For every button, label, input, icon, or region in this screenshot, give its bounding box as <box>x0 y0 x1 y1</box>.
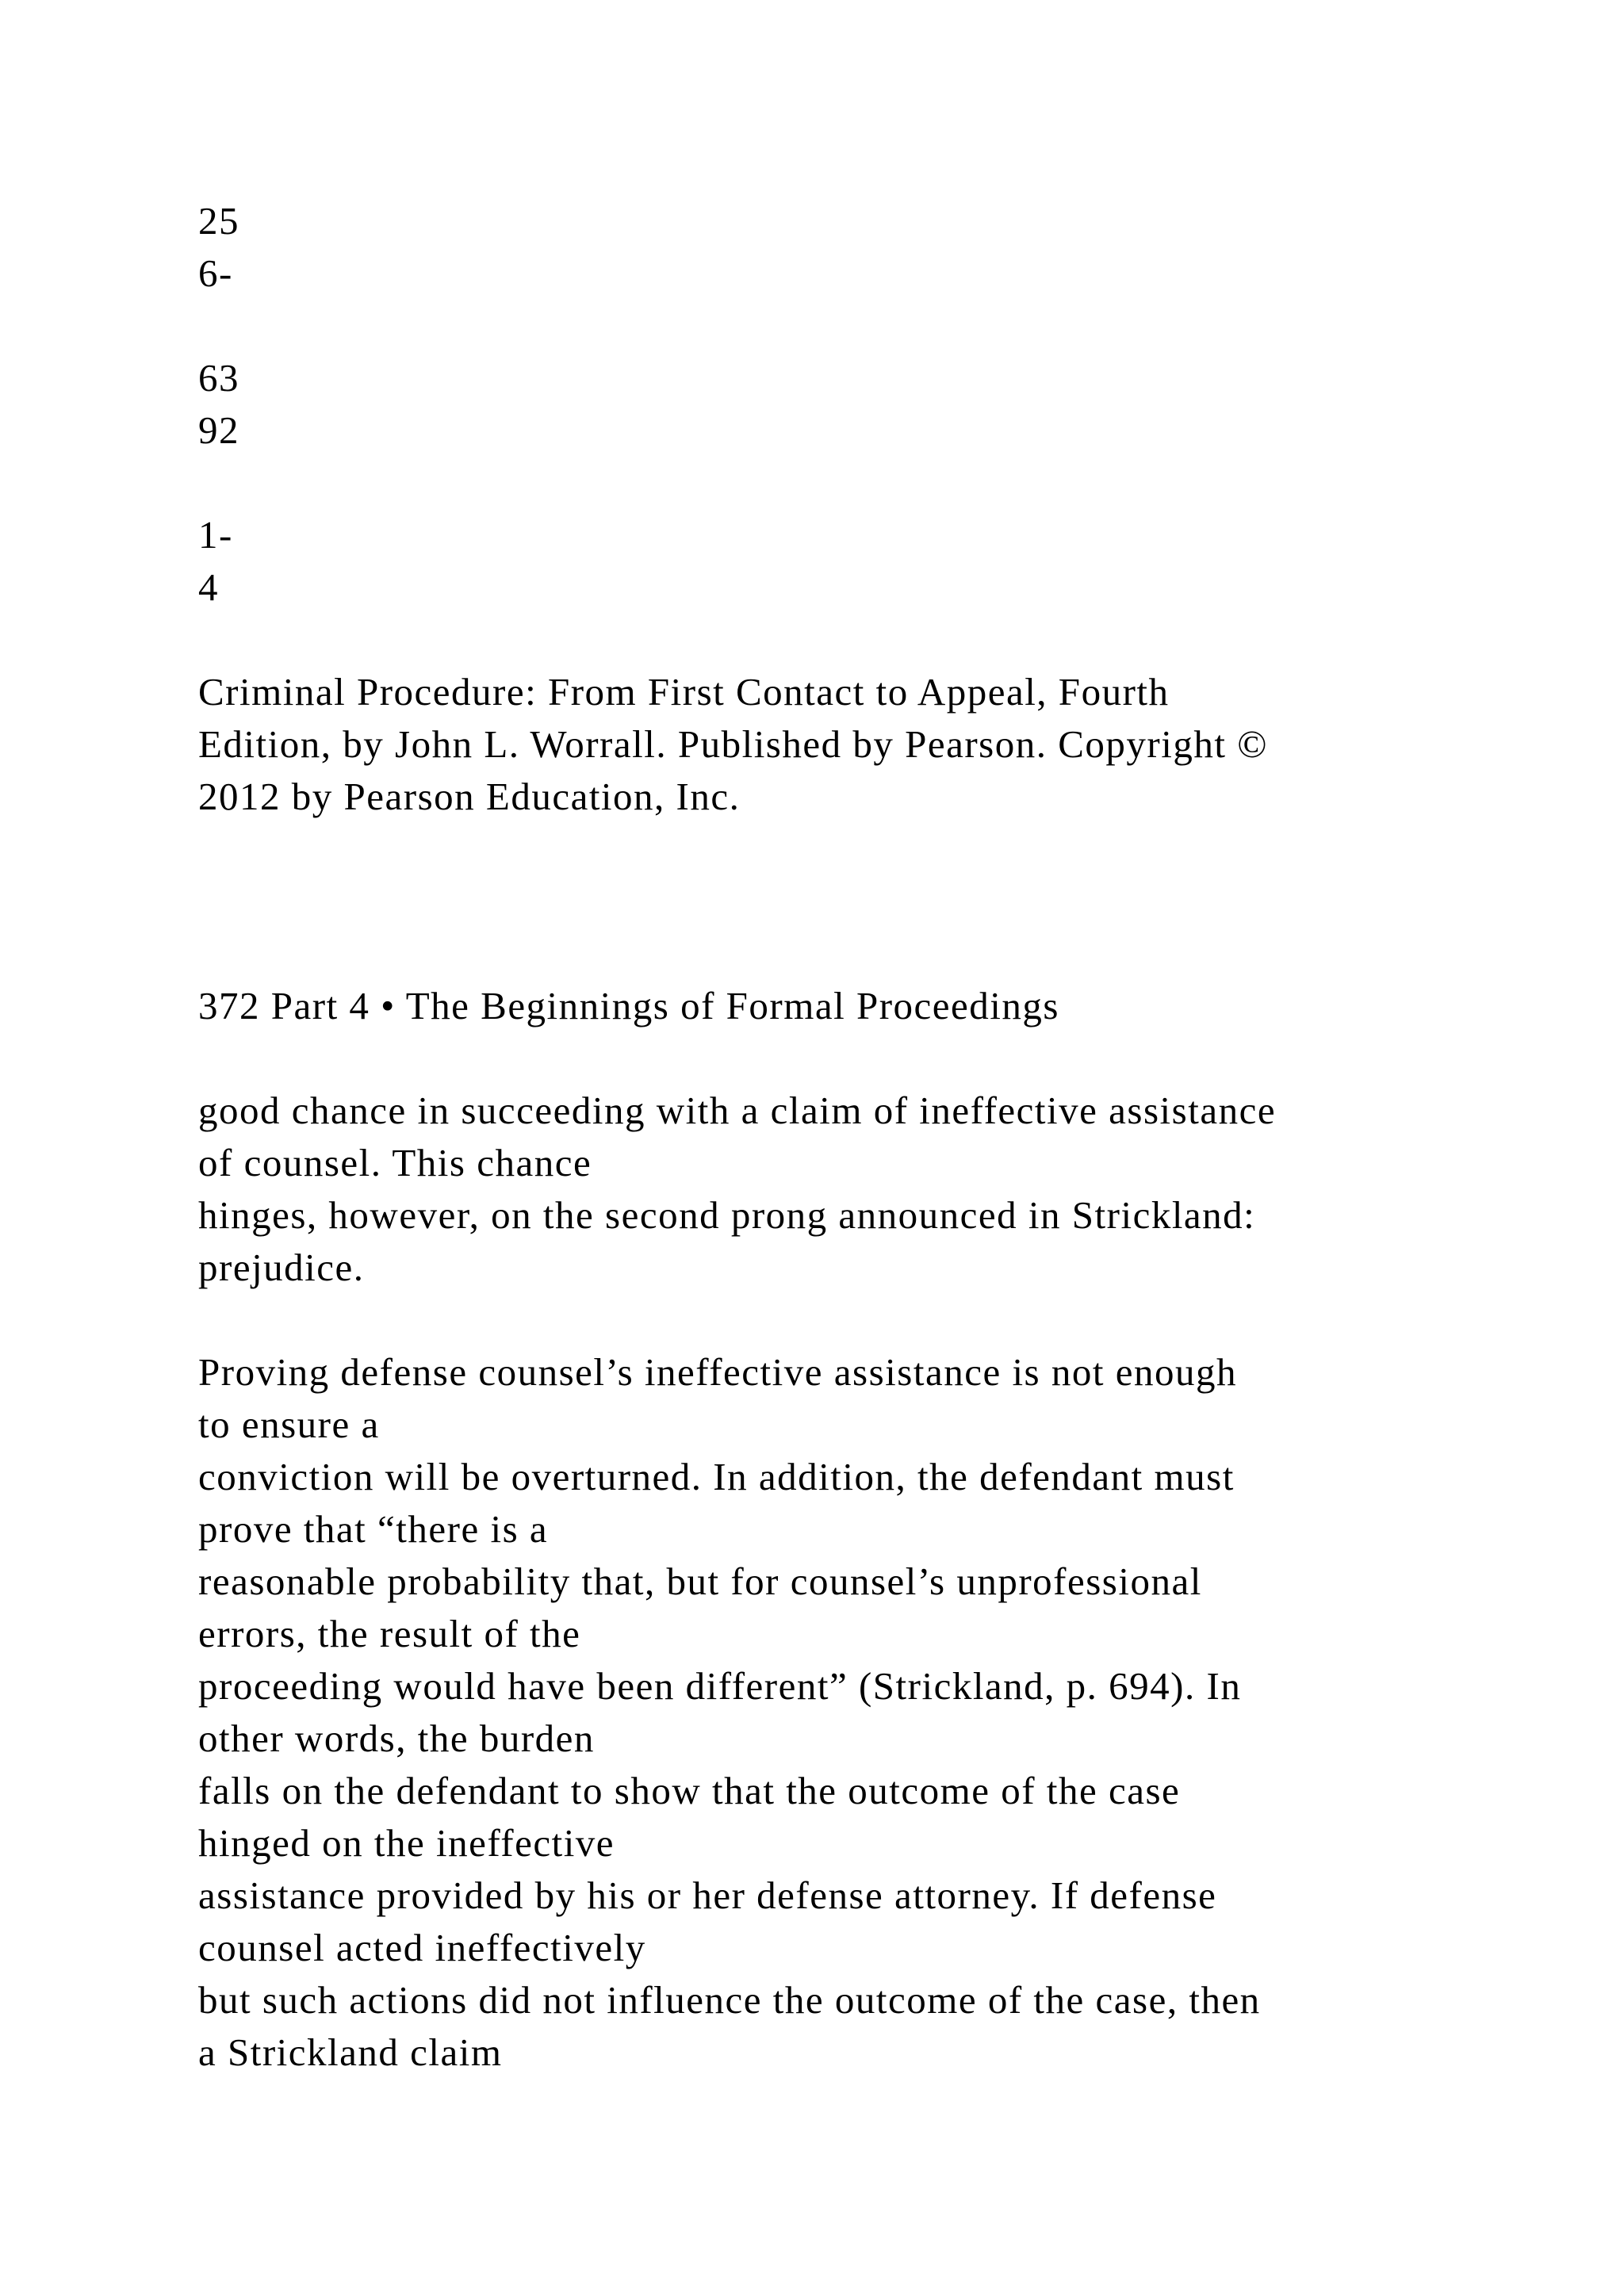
running-header: 372 Part 4 • The Beginnings of Formal Proceedings <box>198 984 1059 1027</box>
body-text-line: Proving defense counsel’s ineffective assistance is not enough <box>198 1350 1237 1394</box>
body-text-line: prejudice. <box>198 1246 365 1289</box>
page-number-fragment: 25 <box>198 199 239 243</box>
copyright-line: Criminal Procedure: From First Contact to Appeal, Fourth <box>198 670 1170 714</box>
page-number-fragment: 63 <box>198 356 239 400</box>
body-text-line: hinged on the ineffective <box>198 1821 615 1865</box>
body-text-line: assistance provided by his or her defense attorney. If defense <box>198 1873 1217 1917</box>
body-text-line: reasonable probability that, but for counsel’s unprofessional <box>198 1559 1202 1603</box>
body-text-line: prove that “there is a <box>198 1507 549 1551</box>
body-text-line: of counsel. This chance <box>198 1141 592 1184</box>
body-text-line: counsel acted ineffectively <box>198 1926 646 1969</box>
body-text-line: to ensure a <box>198 1402 380 1446</box>
body-text-line: proceeding would have been different” (Strickland, p. 694). In <box>198 1664 1242 1708</box>
body-text-line: falls on the defendant to show that the outcome of the case <box>198 1769 1181 1812</box>
body-text-line: conviction will be overturned. In addition, the defendant must <box>198 1455 1235 1498</box>
body-text-line: hinges, however, on the second prong announced in Strickland: <box>198 1193 1256 1237</box>
body-text-line: errors, the result of the <box>198 1612 581 1655</box>
page-number-fragment: 4 <box>198 565 219 609</box>
page-number-fragment: 92 <box>198 408 239 452</box>
body-text-line: good chance in succeeding with a claim of ineffective assistance <box>198 1089 1277 1132</box>
body-text-line: a Strickland claim <box>198 2030 503 2074</box>
body-text-line: but such actions did not influence the outcome of the case, then <box>198 1978 1261 2022</box>
body-text-line: other words, the burden <box>198 1716 595 1760</box>
page-number-fragment: 1- <box>198 513 233 557</box>
copyright-line: Edition, by John L. Worrall. Published by Pearson. Copyright © <box>198 722 1268 766</box>
page-number-fragment: 6- <box>198 251 233 295</box>
copyright-line: 2012 by Pearson Education, Inc. <box>198 775 741 818</box>
